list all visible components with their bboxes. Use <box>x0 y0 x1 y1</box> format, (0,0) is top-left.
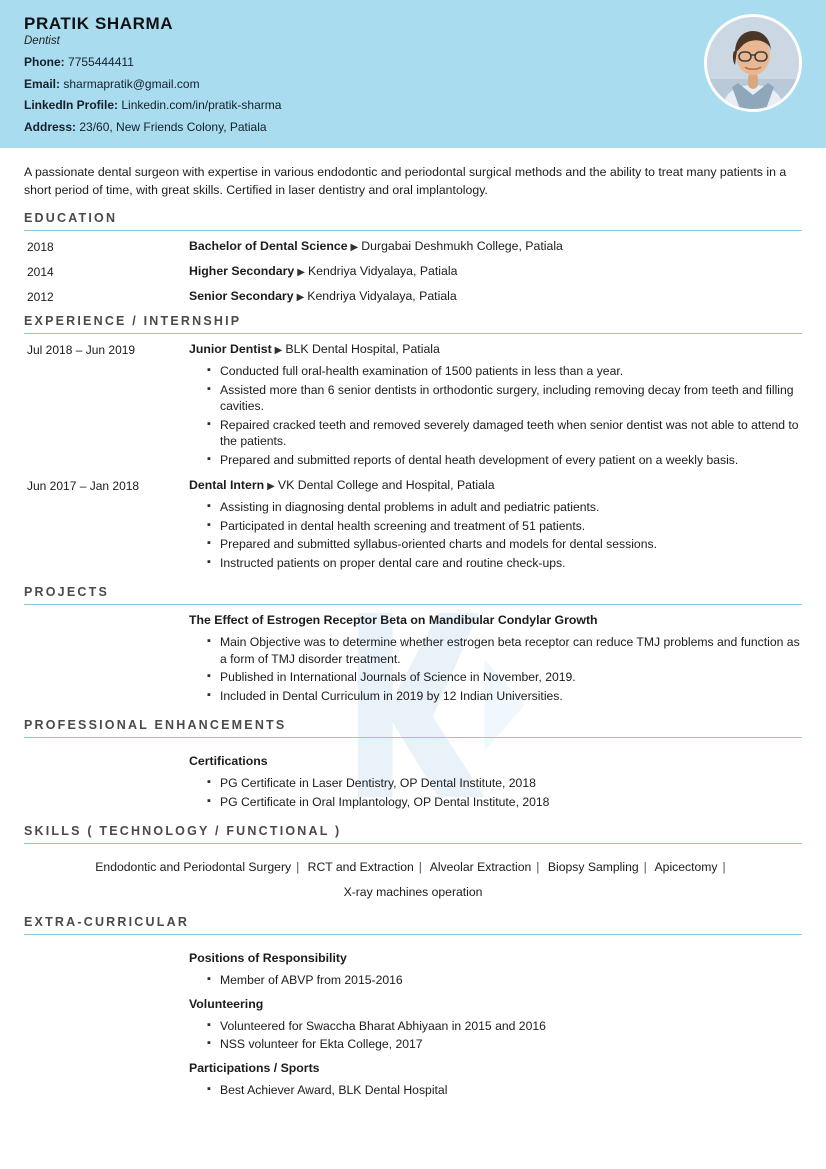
list-item: ▪ Main Objective was to determine whether estrogen beta receptor can reduce TMJ problems and function as a form of TMJ disorder treatment. <box>207 634 802 667</box>
page-title: PRATIK SHARMA <box>24 14 174 33</box>
skill-item: Alveolar Extraction <box>429 860 532 874</box>
profile-photo-icon <box>707 17 799 109</box>
skill-item: X-ray machines operation <box>343 885 483 899</box>
education-item <box>24 239 802 254</box>
arrow-icon: ▶ <box>274 345 283 356</box>
list-item: ▪ Repaired cracked teeth and removed severely damaged teeth when senior dentist was not able to attend to the patients. <box>207 417 802 450</box>
education-list <box>24 239 802 304</box>
contact-address-value: 23/60, New Friends Colony, Patiala <box>79 119 267 134</box>
skill-separator: | <box>418 860 422 874</box>
positions-bullets <box>189 972 802 989</box>
contact-email-value[interactable]: sharmapratik@gmail.com <box>63 76 200 91</box>
section-title-experience: EXPERIENCE / INTERNSHIP <box>24 314 242 328</box>
section-title-education: EDUCATION <box>24 211 118 225</box>
list-item: ▪ Assisting in diagnosing dental problems in adult and pediatric patients. <box>207 499 802 516</box>
volunteering-heading: Volunteering <box>189 996 264 1011</box>
list-item: ▪ Member of ABVP from 2015-2016 <box>207 972 802 989</box>
education-institute: Durgabai Deshmukh College, Patiala <box>361 239 563 253</box>
list-item: ▪ PG Certificate in Oral Implantology, OP Dental Institute, 2018 <box>207 794 802 811</box>
participations-heading: Participations / Sports <box>189 1060 320 1075</box>
education-detail <box>189 264 802 279</box>
experience-role: Dental Intern <box>189 478 265 492</box>
project-item <box>24 613 802 708</box>
section-title-professional-enhancements: PROFESSIONAL ENHANCEMENTS <box>24 718 287 732</box>
skill-item: Biopsy Sampling <box>547 860 639 874</box>
education-institute: Kendriya Vidyalaya, Patiala <box>307 264 458 278</box>
experience-item <box>24 342 802 472</box>
experience-detail <box>189 478 802 575</box>
experience-item <box>24 478 802 575</box>
section-title-extra-curricular: EXTRA-CURRICULAR <box>24 915 190 929</box>
profile-summary: A passionate dental surgeon with expertise in various endodontic and periodontal surgical methods and the ability to treat many patients in a short period of time, with great skills. Certified in laser dentistry and oral implantology. <box>24 165 787 197</box>
positions-heading: Positions of Responsibility <box>189 951 347 965</box>
list-item: ▪ Instructed patients on proper dental care and routine check-ups. <box>207 555 802 572</box>
list-item: ▪ Included in Dental Curriculum in 2019 by 12 Indian Universities. <box>207 688 802 705</box>
education-year: 2014 <box>27 265 54 279</box>
skill-separator: | <box>296 860 300 874</box>
skill-item: Apicectomy <box>654 860 718 874</box>
contact-phone-label: Phone: <box>24 55 65 69</box>
section-divider-education <box>24 230 802 231</box>
education-degree: Higher Secondary <box>189 264 295 278</box>
section-divider-experience <box>24 333 802 334</box>
experience-org: BLK Dental Hospital, Patiala <box>285 342 440 356</box>
contact-phone-value: 7755444411 <box>68 55 134 69</box>
skill-item: Endodontic and Periodontal Surgery <box>95 860 292 874</box>
section-divider-projects <box>24 604 802 605</box>
contact-linkedin-label: LinkedIn Profile: <box>24 98 119 112</box>
list-item: ▪ Best Achiever Award, BLK Dental Hospital <box>207 1082 802 1099</box>
list-item: ▪ Published in International Journals of Science in November, 2019. <box>207 669 802 686</box>
list-item: ▪ Participated in dental health screening and treatment of 51 patients. <box>207 518 802 535</box>
certifications-detail <box>189 746 802 814</box>
volunteering-bullets <box>189 1018 802 1053</box>
contact-email <box>24 74 802 96</box>
contact-address <box>24 117 802 139</box>
arrow-icon: ▶ <box>267 481 275 492</box>
extra-curricular-detail <box>189 943 802 1102</box>
contact-email-label: Email: <box>24 76 61 91</box>
experience-bullets <box>189 499 802 571</box>
participations-bullets <box>189 1082 802 1099</box>
arrow-icon: ▶ <box>296 292 305 303</box>
education-degree: Senior Secondary <box>189 289 294 303</box>
contact-phone <box>24 52 802 74</box>
extra-curricular-spacer <box>24 943 189 1102</box>
resume-header <box>0 0 826 148</box>
skill-separator: | <box>722 860 726 874</box>
arrow-icon: ▶ <box>297 267 305 278</box>
list-item: ▪ Prepared and submitted syllabus-oriented charts and models for dental sessions. <box>207 536 802 553</box>
section-title-projects: PROJECTS <box>24 585 109 599</box>
project-detail <box>189 613 802 708</box>
section-divider-extra-curricular <box>24 934 802 935</box>
contact-linkedin-value[interactable]: Linkedin.com/in/pratik-sharma <box>121 98 282 112</box>
education-year: 2012 <box>27 290 54 304</box>
education-degree: Bachelor of Dental Science <box>189 239 348 253</box>
project-period <box>24 613 189 708</box>
list-item: ▪ Assisted more than 6 senior dentists in orthodontic surgery, including removing decay from teeth and filling cavities. <box>207 382 802 415</box>
education-institute: Kendriya Vidyalaya, Patiala <box>307 289 457 303</box>
certifications-heading: Certifications <box>189 754 268 768</box>
experience-org: VK Dental College and Hospital, Patiala <box>277 478 495 492</box>
education-item <box>24 289 802 304</box>
experience-role: Junior Dentist <box>189 342 272 356</box>
education-detail <box>189 289 802 304</box>
project-bullets <box>189 634 802 704</box>
skill-separator: | <box>643 860 647 874</box>
list-item: ▪ Volunteered for Swaccha Bharat Abhiyaan in 2015 and 2016 <box>207 1018 802 1035</box>
list-item: ▪ PG Certificate in Laser Dentistry, OP Dental Institute, 2018 <box>207 775 802 792</box>
certifications-group <box>24 746 802 814</box>
contact-linkedin <box>24 95 802 117</box>
project-name: The Effect of Estrogen Receptor Beta on Mandibular Condylar Growth <box>189 613 598 627</box>
experience-detail <box>189 342 802 472</box>
education-detail <box>189 239 802 254</box>
experience-bullets <box>189 363 802 468</box>
section-divider-professional-enhancements <box>24 737 802 738</box>
experience-period: Jun 2017 – Jan 2018 <box>27 479 140 493</box>
contact-address-label: Address: <box>24 119 77 134</box>
section-divider-skills <box>24 843 802 844</box>
job-role: Dentist <box>24 35 60 47</box>
skill-item: RCT and Extraction <box>307 860 414 874</box>
skills-list <box>24 852 802 905</box>
section-title-skills: SKILLS ( TECHNOLOGY / FUNCTIONAL ) <box>24 824 342 838</box>
certifications-spacer <box>24 746 189 814</box>
certifications-bullets <box>189 775 802 810</box>
education-item <box>24 264 802 279</box>
experience-period: Jul 2018 – Jun 2019 <box>27 343 136 357</box>
arrow-icon: ▶ <box>350 242 359 253</box>
skill-separator: | <box>536 860 540 874</box>
list-item: ▪ Conducted full oral-health examination of 1500 patients in less than a year. <box>207 363 802 380</box>
avatar <box>704 14 802 112</box>
list-item: ▪ NSS volunteer for Ekta College, 2017 <box>207 1036 802 1053</box>
education-year: 2018 <box>27 240 54 254</box>
resume-body <box>0 164 826 1102</box>
list-item: ▪ Prepared and submitted reports of dental heath development of every patient on a weekly basis. <box>207 452 802 469</box>
extra-curricular-group <box>24 943 802 1102</box>
